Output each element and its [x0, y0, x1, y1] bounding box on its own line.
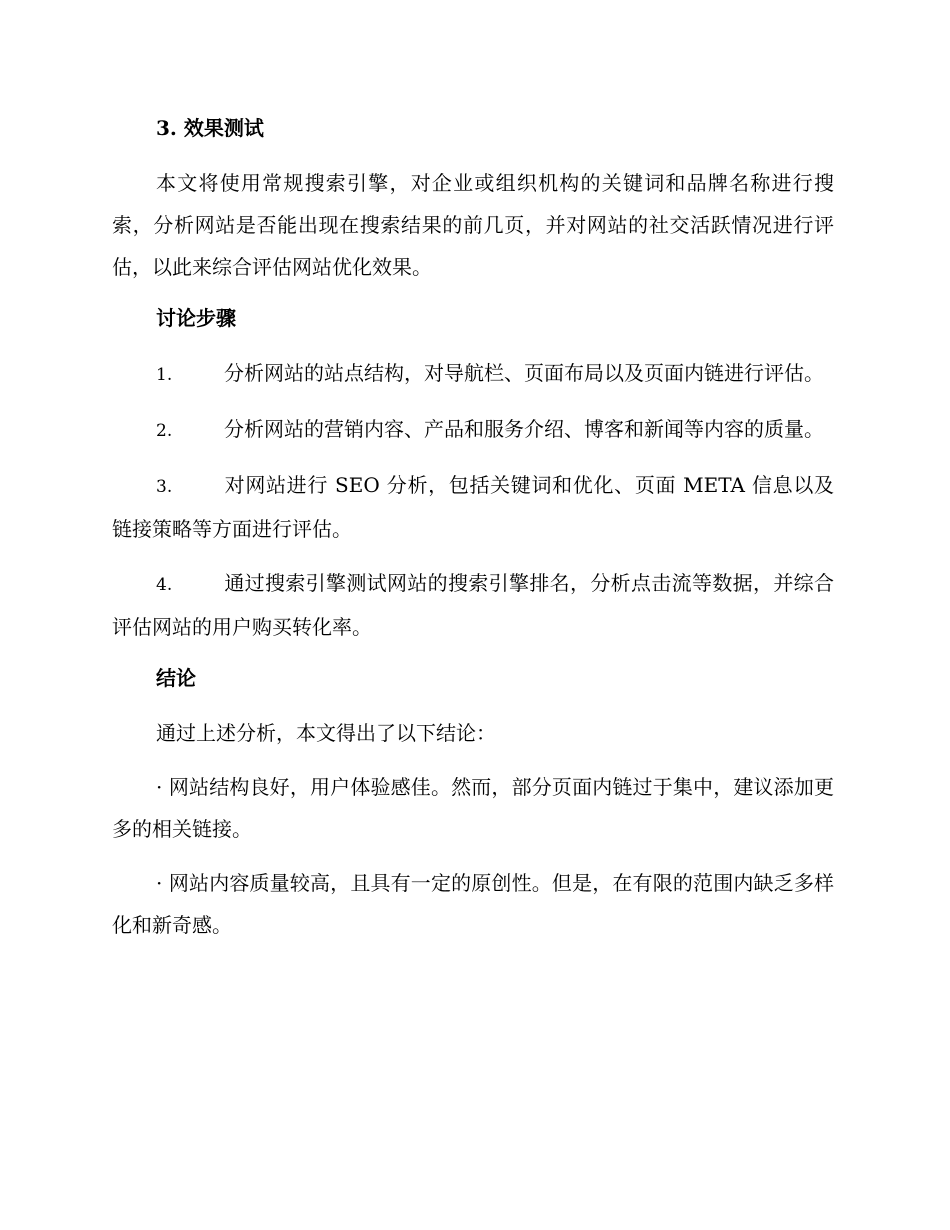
- section-heading-discussion-steps: 讨论步骤: [156, 306, 236, 330]
- step-item: [112, 464, 834, 550]
- step-text: 对网站进行 SEO 分析，包括关键词和优化、页面 META 信息以及链接策略等方面进行评估。: [112, 473, 834, 541]
- conclusion-intro: 通过上述分析，本文得出了以下结论：: [156, 721, 496, 745]
- step-number: 2.: [156, 421, 173, 441]
- section-heading-conclusion: 结论: [156, 666, 196, 690]
- step-number: 4.: [156, 575, 173, 595]
- step-item: [112, 562, 834, 648]
- step-text: 分析网站的站点结构，对导航栏、页面布局以及页面内链进行评估。: [224, 361, 824, 385]
- conclusion-bullet: · 网站内容质量较高，且具有一定的原创性。但是，在有限的范围内缺乏多样化和新奇感。: [112, 871, 834, 937]
- step-item: [112, 408, 834, 452]
- step-text: 通过搜索引擎测试网站的搜索引擎排名，分析点击流等数据，并综合评估网站的用户购买转化率。: [112, 571, 834, 639]
- step-number: 3.: [156, 477, 173, 497]
- effect-test-paragraph: 本文将使用常规搜索引擎，对企业或组织机构的关键词和品牌名称进行搜索，分析网站是否能出现在搜索结果的前几页，并对网站的社交活跃情况进行评估，以此来综合评估网站优化效果。: [112, 171, 834, 279]
- conclusion-bullet: · 网站结构良好，用户体验感佳。然而，部分页面内链过于集中，建议添加更多的相关链接。: [112, 775, 834, 841]
- step-item: [112, 352, 834, 396]
- step-text: 分析网站的营销内容、产品和服务介绍、博客和新闻等内容的质量。: [224, 417, 824, 441]
- step-number: 1.: [156, 365, 173, 385]
- section-heading-effect-test: 3. 效果测试: [156, 116, 264, 140]
- document-body: [112, 110, 834, 958]
